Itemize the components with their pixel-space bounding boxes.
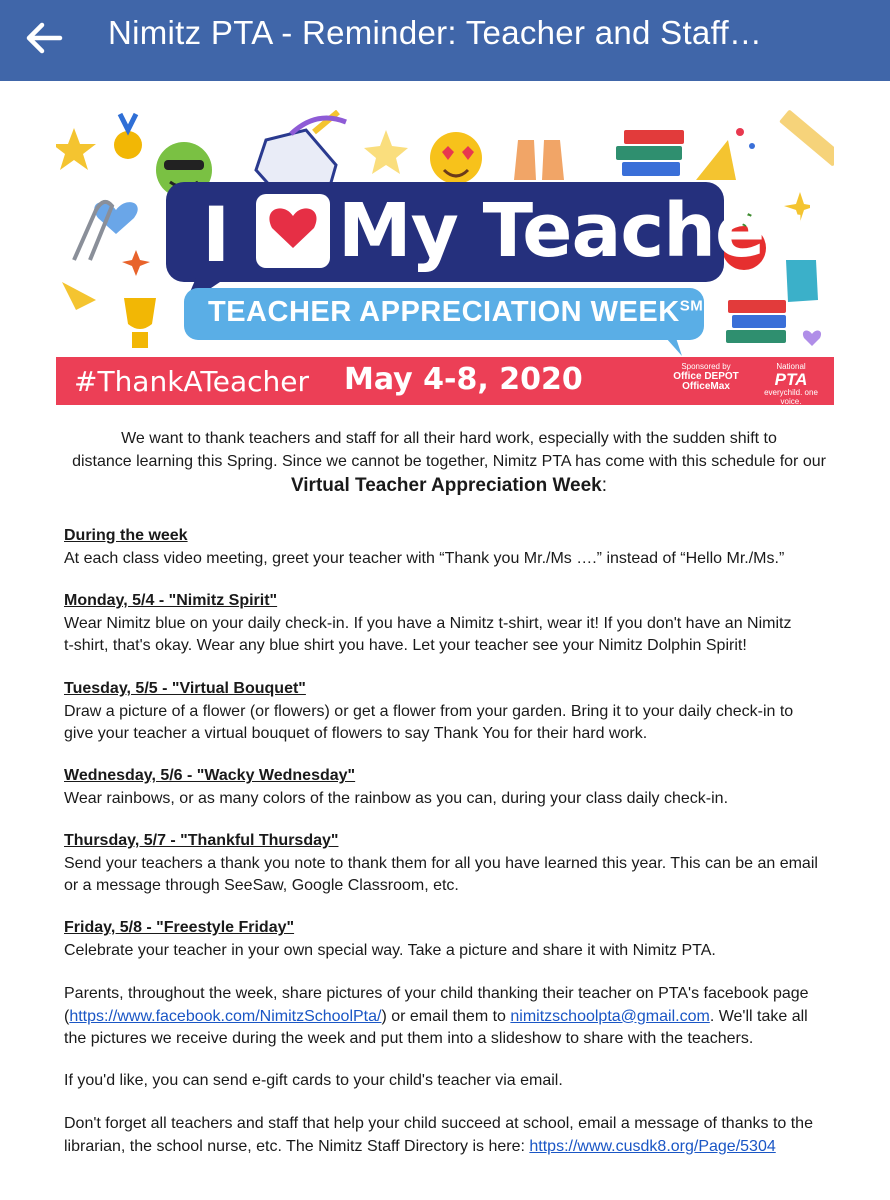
email-link[interactable]: nimitzschoolpta@gmail.com	[510, 1007, 710, 1025]
trophy-icon	[124, 298, 156, 329]
arrow-left-icon	[22, 18, 66, 58]
banner-heading-i: I	[202, 190, 231, 279]
banner-subheading: TEACHER APPRECIATION WEEK℠	[208, 296, 704, 328]
parents-paragraph: Parents, throughout the week, share pictures of your child thanking their teacher on PTA's facebook page (https://www.facebook.com/NimitzSchoolPta/) or email them to nimitzschoolpta@gmail.com. We'll take all the pictures we receive during the week and put them into a slideshow to share with the teachers.	[64, 985, 809, 1047]
ruler-icon	[779, 110, 834, 167]
sponsor-logo: Sponsored by Office DEPOT OfficeMax	[673, 362, 739, 392]
party-popper-icon	[696, 140, 736, 180]
staff-directory-link[interactable]: https://www.cusdk8.org/Page/5304	[529, 1137, 776, 1155]
section-friday: Friday, 5/8 - "Freestyle Friday" Celebrate your teacher in your own special way. Take a picture and share it with Nimitz PTA.	[64, 919, 716, 959]
section-during-week: During the week At each class video meeting, greet your teacher with “Thank you Mr./Ms ….” instead of “Hello Mr./Ms.”	[64, 527, 785, 567]
egift-paragraph: If you'd like, you can send e-gift cards to your child's teacher via email.	[64, 1072, 563, 1089]
section-wednesday: Wednesday, 5/6 - "Wacky Wednesday" Wear rainbows, or as many colors of the rainbow as you can, during your class daily check-in.	[64, 767, 729, 807]
intro-heading: Virtual Teacher Appreciation Week:	[290, 475, 608, 496]
heart-small-icon	[803, 331, 821, 346]
section-tuesday: Tuesday, 5/5 - "Virtual Bouquet" Draw a picture of a flower (or flowers) or get a flower from your garden. Bring it to your daily check-in to give your teacher a virtual bouquet of flowers to say Thank You for their hard work.	[64, 680, 794, 742]
star-outline-icon	[364, 130, 408, 174]
facebook-link[interactable]: https://www.facebook.com/NimitzSchoolPta/	[69, 1007, 382, 1025]
star-icon	[56, 128, 96, 170]
service-mark: SM	[679, 297, 704, 315]
raised-hands-icon	[514, 140, 564, 180]
teacher-appreciation-banner	[56, 110, 834, 405]
staff-paragraph: Don't forget all teachers and staff that help your child succeed at school, email a message of thanks to the librarian, the school nurse, etc. The Nimitz Staff Directory is here: https://www.cusdk8.org/Page/5304	[64, 1115, 813, 1155]
page-title: Nimitz PTA - Reminder: Teacher and Staff…	[108, 14, 763, 51]
section-thursday: Thursday, 5/7 - "Thankful Thursday" Send your teachers a thank you note to thank them for all you have learned this year. This can be an email or a message through SeeSaw, Google Classroom, etc.	[64, 832, 818, 894]
intro-paragraph: We want to thank teachers and staff for all their hard work, especially with the sudden shift to distance learning this Spring. Since we cannot be together, Nimitz PTA has come with this schedule for our	[72, 430, 826, 470]
top-bar	[0, 0, 890, 81]
banner-heading: My Teacher!	[338, 188, 833, 274]
back-button[interactable]	[22, 18, 66, 58]
hashtag: #ThankATeacher	[74, 365, 310, 398]
party-horn-icon	[62, 282, 96, 310]
sparkle-icon	[122, 250, 150, 276]
announcement-body	[64, 428, 834, 1155]
books-stack-icon	[728, 300, 786, 313]
books-icon	[624, 130, 684, 144]
pta-logo: National PTA everychild. one voice.	[764, 362, 818, 405]
event-dates: May 4-8, 2020	[344, 362, 583, 397]
section-monday: Monday, 5/4 - "Nimitz Spirit" Wear Nimitz blue on your daily check-in. If you have a Nimitz t-shirt, wear it! If you don't have an Nimitz t-shirt, that's okay. Wear any blue shirt you have. Let your teacher see your Nimitz Dolphin Spirit!	[64, 592, 792, 654]
